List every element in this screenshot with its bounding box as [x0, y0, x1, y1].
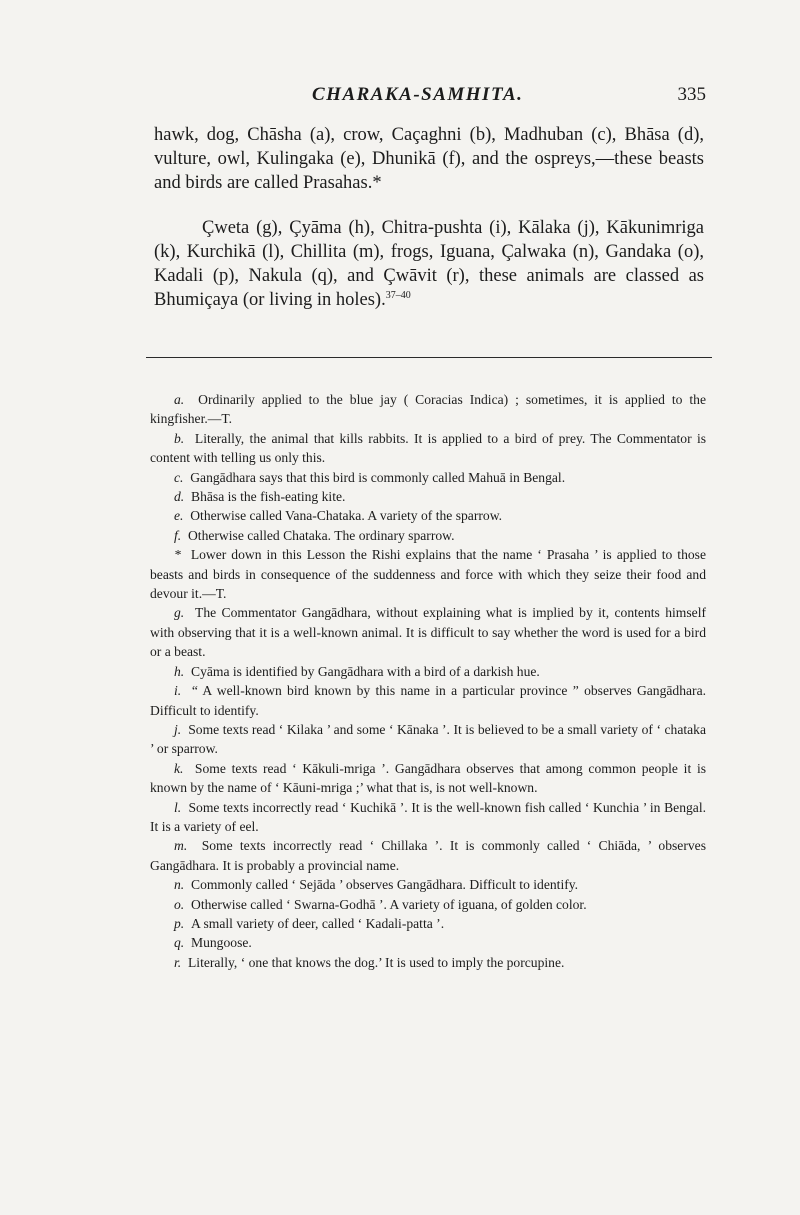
footnote-marker: k.	[174, 760, 184, 776]
footnote-marker: a.	[174, 392, 185, 407]
footnote-text: Some texts incorrectly read ‘ Kuchikā ’. It is the well-known fish called ‘ Kunchia ’ in Bengal. It is a variety of eel.	[150, 799, 707, 834]
footnote-marker: l.	[174, 799, 182, 815]
footnote-text: Mungoose.	[191, 935, 252, 951]
footnote-marker: c.	[174, 469, 184, 485]
footnote-text: Lower down in this Lesson the Rishi explains that the name ‘ Prasaha ’ is applied to those beasts and birds in consequence of the suddenness and force with which they seize their food and devour it.—T.	[150, 547, 706, 602]
footnote-marker: p.	[174, 915, 185, 931]
footnote-marker: n.	[174, 877, 185, 893]
footnote-text: Literally, ‘ one that knows the dog.’ It is used to imply the porcupine.	[187, 954, 565, 970]
footnote	[150, 603, 706, 661]
footnote-text: Gangādhara says that this bird is commonly called Mahuā in Bengal.	[190, 469, 566, 485]
footnote	[150, 836, 706, 875]
footnote-marker: d.	[174, 489, 185, 505]
footnote-marker: e.	[174, 508, 184, 524]
footnote	[150, 487, 706, 506]
footnote-text: Otherwise called Chataka. The ordinary sparrow.	[187, 527, 455, 543]
page-header	[150, 84, 710, 108]
footnote-text: “ A well-known bird known by this name in a particular province ” observes Gangādhara. Difficult to identify.	[150, 683, 707, 718]
footnote-marker: f.	[174, 527, 182, 543]
footnote-text: Cyāma is identified by Gangādhara with a bird of a darkish hue.	[191, 663, 540, 679]
footnote-marker: *	[174, 547, 181, 563]
footnote	[150, 390, 706, 429]
footnote-marker: g.	[174, 605, 185, 621]
footnote	[150, 895, 706, 914]
footnote-text: Ordinarily applied to the blue jay ( Coracias Indica) ; sometimes, it is applied to the kingfisher.—T.	[150, 392, 707, 427]
footnote	[150, 662, 706, 681]
footnote	[150, 875, 706, 894]
footnote-marker: j.	[174, 721, 182, 737]
footnote-marker: q.	[174, 935, 185, 951]
footnote-text: Literally, the animal that kills rabbits. It is applied to a bird of prey. The Commentator is content with telling us only this.	[150, 430, 707, 466]
running-title: CHARAKA-SAMHITA.	[312, 84, 524, 105]
footnote-divider	[146, 357, 712, 358]
verse-reference: 37–40	[385, 289, 411, 301]
footnote-text: Commonly called ‘ Sejāda ’ observes Gangādhara. Difficult to identify.	[191, 877, 579, 893]
footnote	[150, 468, 706, 487]
footnote	[150, 429, 706, 468]
footnote	[150, 681, 706, 720]
footnote-text: Some texts incorrectly read ‘ Chillaka ’. It is commonly called ‘ Chiāda, ’ observes Gangādhara. It is probably a provincial name.	[150, 838, 706, 873]
footnote	[150, 545, 706, 603]
footnote-marker: b.	[174, 430, 185, 446]
footnote-marker: o.	[174, 896, 185, 912]
footnote-text: Some texts read ‘ Kilaka ’ and some ‘ Kānaka ’. It is believed to be a small variety of ‘ chataka ’ or sparrow.	[150, 721, 706, 757]
footnote-marker: h.	[174, 663, 185, 679]
footnote-text: Otherwise called ‘ Swarna-Godhā ’. A variety of iguana, of golden color.	[191, 896, 587, 912]
footnote-marker: m.	[174, 838, 188, 854]
footnote-text: A small variety of deer, called ‘ Kadali-patta ’.	[191, 915, 445, 931]
footnotes	[150, 390, 706, 972]
footnote-text: Bhāsa is the fish-eating kite.	[191, 489, 346, 505]
main-paragraph-2-text: Çweta (g), Çyāma (h), Chitra-pushta (i), Kālaka (j), Kākunimriga (k), Kurchikā (l), Chillita (m), frogs, Iguana, Çalwaka (n), Gandaka (o), Kadali (p), Nakula (q), and Çwāvit (r), these animals are classed as Bhumiçaya (or living in holes).	[154, 218, 704, 310]
main-text	[154, 123, 704, 312]
footnote	[150, 720, 706, 759]
footnote-text: Otherwise called Vana-Chataka. A variety of the sparrow.	[190, 508, 503, 524]
footnote	[150, 526, 706, 545]
footnote	[150, 506, 706, 525]
page-number: 335	[677, 84, 706, 105]
footnote-text: Some texts read ‘ Kākuli-mriga ’. Gangādhara observes that among common people it is known by the name of ‘ Kāuni-mriga ;’ what that is, is not well-known.	[150, 760, 707, 796]
footnote	[150, 914, 706, 933]
footnote-marker: r.	[174, 954, 182, 970]
footnote	[150, 933, 706, 952]
footnote	[150, 759, 706, 798]
footnote	[150, 953, 706, 972]
footnote-marker: i.	[174, 683, 182, 699]
footnote-text: The Commentator Gangādhara, without explaining what is implied by it, contents himself with observing that it is a well-known animal. It is difficult to say whether the word is used for a bird or a beast.	[150, 605, 706, 660]
footnote	[150, 798, 706, 837]
main-paragraph-2	[154, 216, 704, 312]
main-paragraph-1: hawk, dog, Chāsha (a), crow, Caçaghni (b), Madhuban (c), Bhāsa (d), vulture, owl, Kulingaka (e), Dhunikā (f), and the ospreys,—these beasts and birds are called Prasahas.*	[154, 125, 704, 193]
